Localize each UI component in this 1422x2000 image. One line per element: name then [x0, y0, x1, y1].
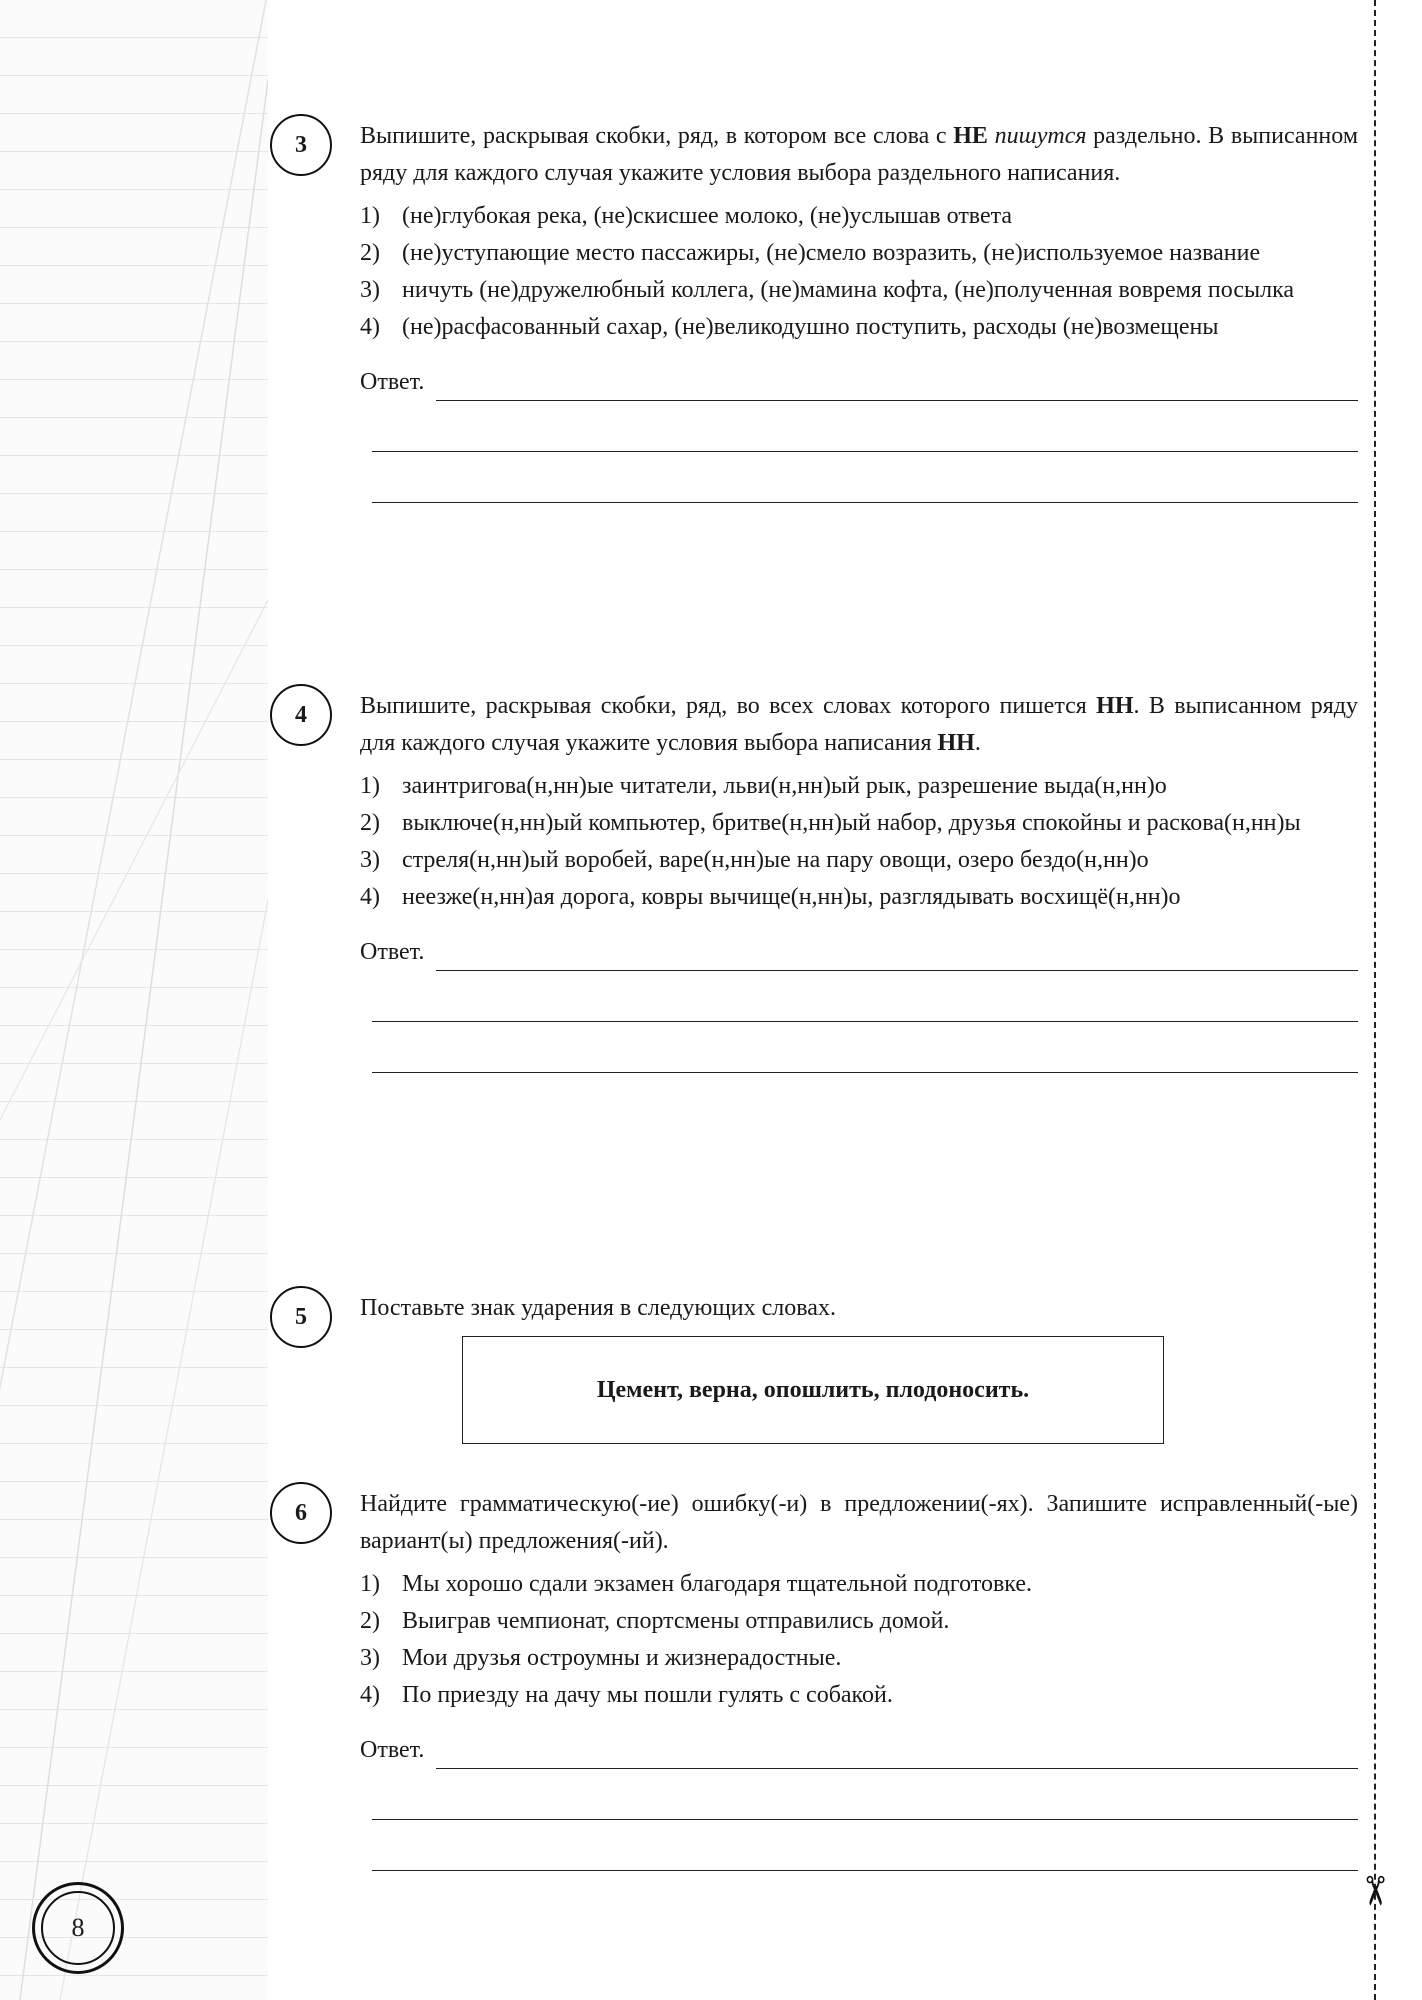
option-item: 4) неезже(н,нн)ая дорога, ковры вычище(н,нн)ы, разглядывать восхищё(н,нн)о [360, 884, 1181, 910]
answer-label: Ответ. [360, 1737, 425, 1763]
answer-line[interactable] [372, 1820, 1358, 1871]
answer-line[interactable] [436, 1741, 1358, 1769]
task-statement: Поставьте знак ударения в следующих словах. [360, 1295, 836, 1321]
answer-line[interactable] [372, 1769, 1358, 1820]
answer-line[interactable] [372, 401, 1358, 452]
task-number-badge: 5 [270, 1286, 332, 1348]
option-item: 4) (не)расфасованный сахар, (не)великодушно поступить, расходы (не)возмещены [360, 314, 1219, 340]
scissors-icon: ✂ [1351, 1874, 1397, 1908]
option-item: 2) Выиграв чемпионат, спортсмены отправились домой. [360, 1608, 950, 1634]
cut-line [1374, 0, 1376, 2000]
option-item: 1) (не)глубокая река, (не)скисшее молоко, (не)услышав ответа [360, 203, 1013, 229]
option-item: 4) По приезду на дачу мы пошли гулять с собакой. [360, 1682, 893, 1708]
task-number-badge: 6 [270, 1482, 332, 1544]
answer-label: Ответ. [360, 939, 425, 965]
task-body [360, 1486, 1358, 1871]
option-item: 3) стреля(н,нн)ый воробей, варе(н,нн)ые на пару овощи, озеро бездо(н,нн)о [360, 847, 1149, 873]
options-list [360, 1566, 1358, 1714]
answer-field[interactable] [360, 1732, 1358, 1769]
stress-words-box: Цемент, верна, опошлить, плодоносить. [462, 1336, 1164, 1444]
answer-line[interactable] [436, 373, 1358, 401]
answer-label: Ответ. [360, 369, 425, 395]
answer-line[interactable] [372, 971, 1358, 1022]
option-item: 3) Мои друзья остроумны и жизнерадостные. [360, 1645, 842, 1671]
option-item: 3) ничуть (не)дружелюбный коллега, (не)мамина кофта, (не)полученная вовремя посылка [360, 277, 1295, 303]
task-number-badge: 4 [270, 684, 332, 746]
task-statement: Выпишите, раскрывая скобки, ряд, в котором все слова с НЕ пишутся раздельно. В выписанном ряду для каждого случая укажите условия выбора раздельного написания. [360, 123, 1359, 186]
answer-line[interactable] [436, 943, 1358, 971]
page-number: 8 [41, 1891, 115, 1965]
task-number-badge: 3 [270, 114, 332, 176]
task-statement: Выпишите, раскрывая скобки, ряд, во всех словах которого пишется НН. В выписанном ряду для каждого случая укажите условия выбора написания НН. [360, 693, 1358, 756]
option-item: 1) Мы хорошо сдали экзамен благодаря тщательной подготовке. [360, 1571, 1032, 1597]
answer-field[interactable] [360, 934, 1358, 971]
answer-line[interactable] [372, 1022, 1358, 1073]
options-list [360, 768, 1358, 916]
task-body [360, 688, 1358, 1073]
answer-field[interactable] [360, 364, 1358, 401]
task-body [360, 118, 1358, 503]
left-margin-decoration [0, 0, 268, 2000]
option-item: 1) заинтригова(н,нн)ые читатели, льви(н,нн)ый рык, разрешение выда(н,нн)о [360, 773, 1167, 799]
page-number-badge [32, 1882, 124, 1974]
task-body [360, 1290, 1358, 1333]
answer-line[interactable] [372, 452, 1358, 503]
option-item: 2) (не)уступающие место пассажиры, (не)смело возразить, (не)используемое название [360, 240, 1261, 266]
options-list [360, 198, 1358, 346]
margin-diagonal-lines [0, 0, 268, 2000]
task-statement: Найдите грамматическую(-ие) ошибку(-и) в предложении(-ях). Запишите исправленный(-ые) вариант(ы) предложения(-ий). [360, 1491, 1358, 1554]
option-item: 2) выключе(н,нн)ый компьютер, бритве(н,нн)ый набор, друзья спокойны и раскова(н,нн)ы [360, 810, 1301, 836]
